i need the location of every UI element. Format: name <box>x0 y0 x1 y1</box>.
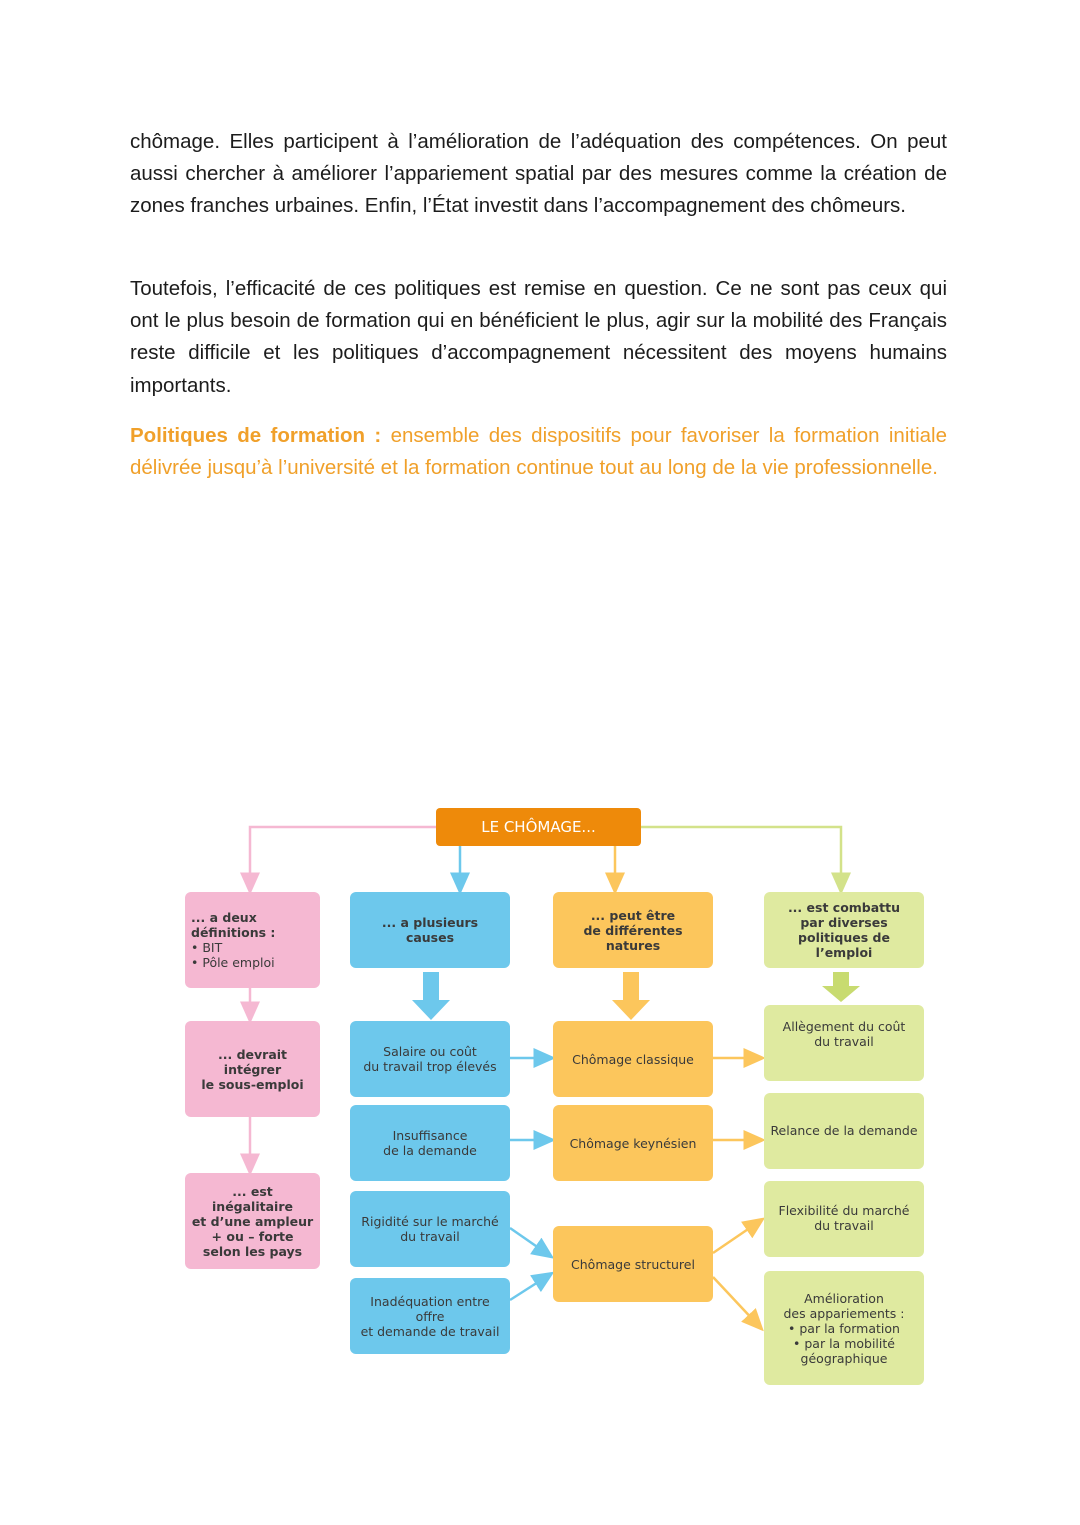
diagram-title: LE CHÔMAGE... <box>436 808 641 846</box>
box-cause-salaire: Salaire ou coût du travail trop élevés <box>350 1021 510 1097</box>
box-cause-rigidite: Rigidité sur le marché du travail <box>350 1191 510 1267</box>
box-amelioration: Amélioration des appariements : • par la formation • par la mobilité géographique <box>764 1271 924 1385</box>
box-flexibilite: Flexibilité du marché du travail <box>764 1181 924 1257</box>
box-cause-insuffisance: Insuffisance de la demande <box>350 1105 510 1181</box>
box-inegalitaire: ... est inégalitaire et d’une ampleur + ou – forte selon les pays <box>185 1173 320 1269</box>
big-arrow-green <box>822 972 860 1002</box>
box-natures-head: ... peut être de différentes natures <box>553 892 713 968</box>
connector-inadequation-structurel <box>510 1277 546 1300</box>
paragraph-politiques-intro: chômage. Elles participent à l’amélioration de l’adéquation des compétences. On peut aussi chercher à améliorer l’appariement spatial par des mesures comme la création de zones franches urbaines. Enfin, l’État investit dans l’accompagnement des chômeurs. <box>130 130 947 218</box>
box-definitions <box>185 892 320 988</box>
box-chomage-classique: Chômage classique <box>553 1021 713 1097</box>
box-allegement: Allègement du coût du travail <box>764 1005 924 1081</box>
definitions-item-bit: • BIT <box>191 940 223 955</box>
definition-text: ensemble des dispositifs pour favoriser la formation initiale délivrée jusqu’à l’université et la formation continue tout au long de la vie professionnelle. <box>130 424 947 480</box>
box-politiques-head: ... est combattu par diverses politiques de l’emploi <box>764 892 924 968</box>
definitions-item-pole-emploi: • Pôle emploi <box>191 955 275 970</box>
big-arrow-blue <box>412 972 450 1020</box>
box-cause-inadequation: Inadéquation entre offre et demande de travail <box>350 1278 510 1354</box>
paragraph-efficacite: Toutefois, l’efficacité de ces politiques est remise en question. Ce ne sont pas ceux qui ont le plus besoin de formation qui en bénéficient le plus, agir sur la mobilité des Français reste difficile et les politiques d’accompagnement nécessitent des moyens humains importants. <box>130 277 947 397</box>
box-chomage-structurel: Chômage structurel <box>553 1226 713 1302</box>
connector-to-politiques <box>641 827 841 885</box>
big-arrow-orange <box>612 972 650 1020</box>
connector-structurel-flexibilite <box>713 1223 757 1253</box>
definition-term: Politiques de formation : <box>130 424 382 447</box>
box-chomage-keynesien: Chômage keynésien <box>553 1105 713 1181</box>
connector-to-definitions <box>250 827 436 885</box>
definitions-head: ... a deux définitions : <box>191 910 276 940</box>
connector-structurel-amelioration <box>713 1277 757 1324</box>
connector-rigidite-structurel <box>510 1228 546 1253</box>
box-causes-head: ... a plusieurs causes <box>350 892 510 968</box>
box-relance: Relance de la demande <box>764 1093 924 1169</box>
box-sous-emploi: ... devrait intégrer le sous-emploi <box>185 1021 320 1117</box>
